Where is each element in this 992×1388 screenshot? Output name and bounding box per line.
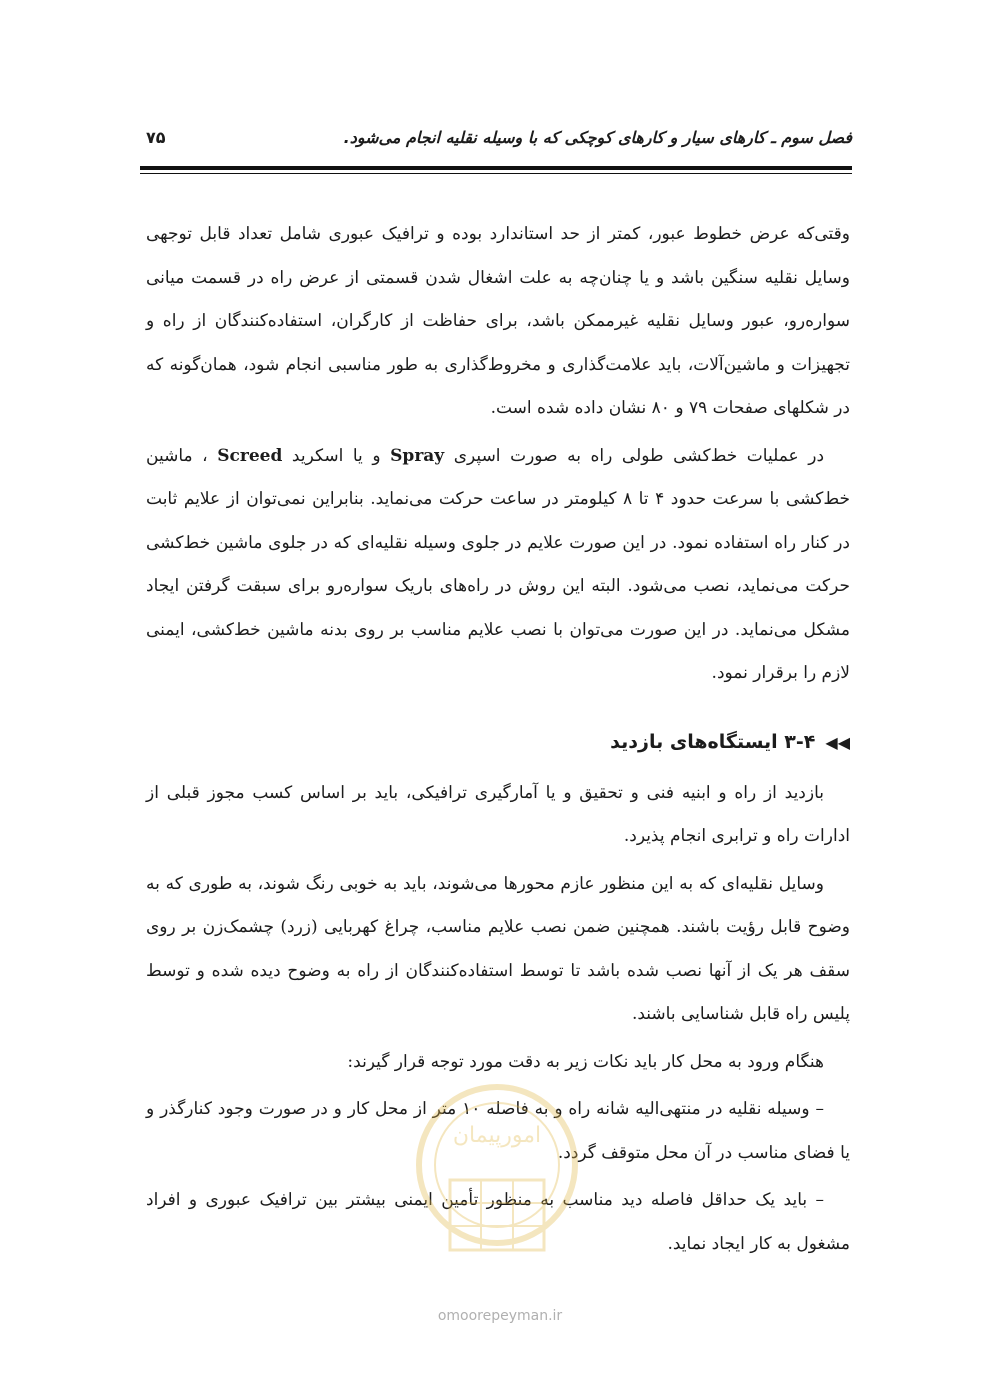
term-spray: Spray (390, 445, 445, 466)
paragraph-1: وقتی‌که عرض خطوط عبور، کمتر از حد استاندارد بوده و ترافیک عبوری شامل تعداد قابل توجهی وسایل نقلیه سنگین باشد و یا چنان‌چه به علت اشغال شدن قسمتی از عرض راه در قسمت میانی سواره‌رو، عبور وسایل نقلیه غیرممکن باشد، برای حفاظت از کارگران، استفاده‌کنندگان از راه و تجهیزات و ماشین‌آلات، باید علامت‌گذاری و مخروط‌گذاری به طور مناسبی انجام شود، همان‌گونه که در شکلهای صفحات ۷۹ و ۸۰ نشان داده شده است. (146, 224, 850, 418)
section-title: ۳-۴ ایستگاه‌های بازدید (610, 730, 816, 753)
section-heading (146, 722, 850, 762)
paragraph-5: هنگام ورود به محل کار باید نکات زیر به دقت مورد توجه قرار گیرند: (347, 1051, 824, 1072)
paragraph-2-part3: ، ماشین خط‌کشی با سرعت حدود ۴ تا ۸ کیلومتر در ساعت حرکت می‌نماید. بنابراین نمی‌توان از علایم ثابت در کنار راه استفاده نمود. در این صورت علایم در جلوی وسیله نقلیه‌ای که در جلوی ماشین خط‌کشی حرکت می‌نماید، نصب می‌شود. البته این روش در راه‌های باریک سواره‌رو برای سبقت گرفتن ایجاد مشکل می‌نماید. در این صورت می‌توان با نصب علایم مناسب بر روی بدنه ماشین خط‌کشی، ایمنی لازم را برقرار نمود. (146, 445, 850, 683)
paragraph-3: بازدید از راه و ابنیه فنی و تحقیق و یا آمارگیری ترافیکی، باید بر اساس کسب مجوز قبلی از ادارات راه و ترابری انجام پذیرد. (146, 782, 850, 846)
header-rule-thick (140, 166, 852, 170)
watermark-logo (412, 1080, 582, 1270)
paragraph-2-part1: در عملیات خط‌کشی طولی راه به صورت اسپری (453, 445, 825, 466)
page-number: ۷۵ (146, 128, 166, 147)
double-arrow-icon: ◀◀ (825, 732, 850, 752)
paragraph-2 (146, 435, 850, 696)
page-header (140, 128, 852, 154)
watermark-site: omoorepeyman.ir (437, 1308, 563, 1324)
svg-text:امورپیمان: امورپیمان (452, 1123, 542, 1148)
chapter-title: فصل سوم ـ کارهای سیار و کارهای کوچکی که با وسیله نقلیه انجام می‌شود. (343, 128, 852, 147)
paragraph-2-part2: و یا اسکرید (291, 445, 381, 466)
term-screed: Screed (217, 445, 283, 466)
paragraph-4: وسایل نقلیه‌ای که به این منظور عازم محورها می‌شوند، باید به خوبی رنگ شوند، به طوری که به وضوح قابل رؤیت باشند. همچنین ضمن نصب علایم مناسب، چراغ کهربایی (زرد) چشمک‌زن بر روی سقف هر یک از آنها نصب شده باشد تا توسط استفاده‌کنندگان از راه به وضوح دیده شده و توسط پلیس راه قابل شناسایی باشند. (146, 873, 850, 1024)
header-rule-thin (140, 173, 852, 174)
list-item-1: – وسیله نقلیه در منتهی‌الیه شانه راه و به فاصله ۱۰ متر از محل کار و در صورت وجود کنارگذر و یا فضای مناسب در آن محل متوقف گردد. (146, 1099, 850, 1163)
list-item-2: – باید یک حداقل فاصله دید مناسب به منظور تأمین ایمنی بیشتر بین ترافیک عبوری و افراد مشغول به کار ایجاد نماید. (146, 1190, 850, 1254)
